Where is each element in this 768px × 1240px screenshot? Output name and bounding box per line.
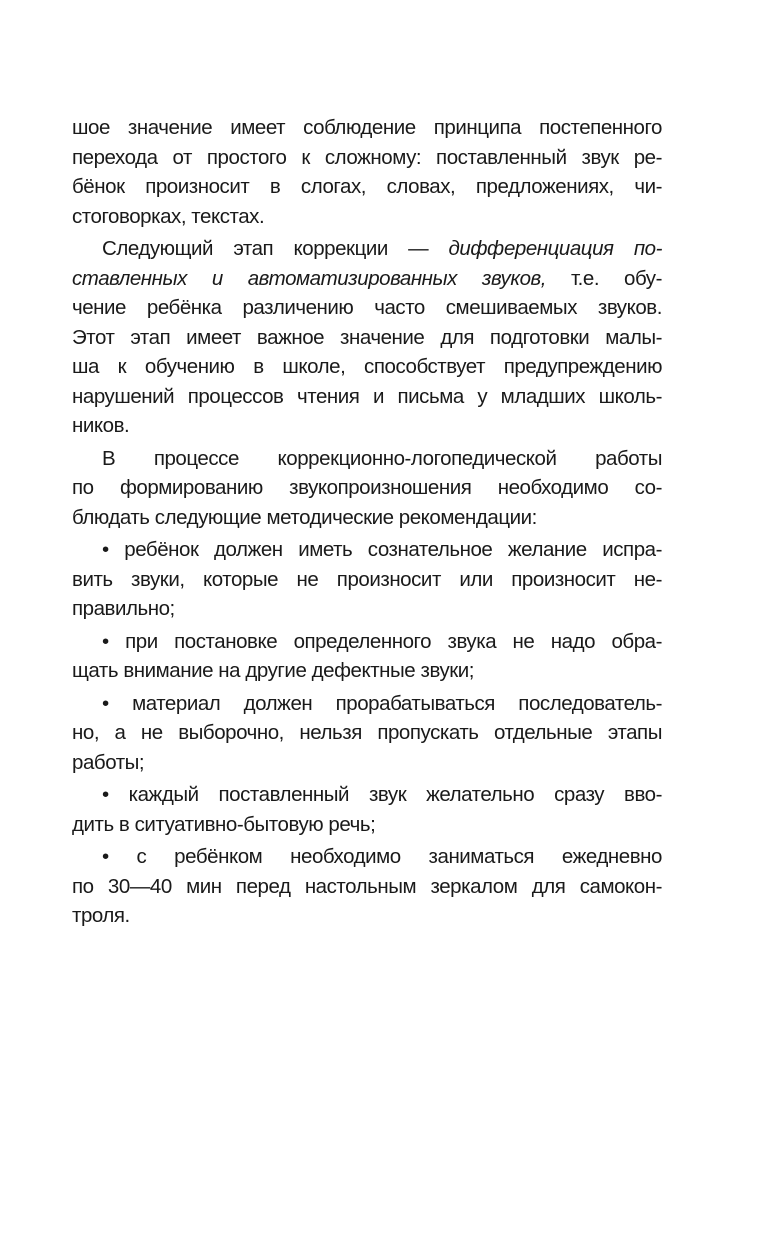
bullet-item bbox=[72, 627, 662, 686]
text-line: ша к обучению в школе, способствует предупреждению bbox=[72, 355, 662, 378]
text-run: т.е. обу- bbox=[546, 266, 662, 290]
text-line: • с ребёнком необходимо заниматься ежедневно bbox=[102, 845, 662, 868]
italic-term: дифференциация по- bbox=[448, 237, 662, 260]
text-line: щать внимание на другие дефектные звуки; bbox=[72, 659, 475, 682]
text-line: • каждый поставленный звук желательно сразу вво- bbox=[102, 783, 662, 806]
text-line: • ребёнок должен иметь сознательное желание испра- bbox=[102, 538, 662, 561]
text-line: шое значение имеет соблюдение принципа постепенного bbox=[72, 116, 662, 139]
text-line: троля. bbox=[72, 904, 130, 927]
paragraph-recommendations-intro bbox=[72, 444, 662, 533]
text-line: дить в ситуативно-бытовую речь; bbox=[72, 812, 376, 836]
bullet-item bbox=[72, 780, 662, 839]
text-line bbox=[72, 264, 662, 294]
text-line: В процессе коррекционно-логопедической работы bbox=[102, 446, 662, 470]
text-line: вить звуки, которые не произносит или произносит не- bbox=[72, 567, 662, 591]
text-line: стоговорках, текстах. bbox=[72, 204, 265, 228]
paragraph-next-stage bbox=[72, 234, 662, 441]
text-line: блюдать следующие методические рекомендации: bbox=[72, 505, 537, 529]
text-line: правильно; bbox=[72, 597, 175, 620]
text-line: работы; bbox=[72, 750, 145, 774]
text-line: Этот этап имеет важное значение для подготовки малы- bbox=[72, 325, 662, 349]
text-line: по 30—40 мин перед настольным зеркалом для самокон- bbox=[72, 874, 662, 898]
book-page bbox=[72, 113, 662, 931]
text-line: бёнок произносит в слогах, словах, предложениях, чи- bbox=[72, 175, 662, 198]
bullet-item bbox=[72, 535, 662, 624]
text-line: ников. bbox=[72, 414, 130, 437]
text-line: по формированию звукопроизношения необходимо со- bbox=[72, 476, 662, 499]
text-line: нарушений процессов чтения и письма у младших школь- bbox=[72, 384, 662, 408]
paragraph-continuation bbox=[72, 113, 662, 231]
text-line: • материал должен прорабатываться последователь- bbox=[102, 691, 662, 715]
bullet-item bbox=[72, 842, 662, 931]
text-line: • при постановке определенного звука не надо обра- bbox=[102, 629, 662, 653]
italic-term: ставленных и автоматизированных звуков, bbox=[72, 266, 547, 290]
bullet-item bbox=[72, 689, 662, 778]
text-line: чение ребёнка различению часто смешиваемых звуков. bbox=[72, 296, 662, 319]
text-run: Следующий этап коррекции — bbox=[102, 237, 449, 260]
text-line bbox=[72, 234, 662, 264]
text-line: но, а не выборочно, нельзя пропускать отдельные этапы bbox=[72, 721, 662, 744]
text-line: перехода от простого к сложному: поставленный звук ре- bbox=[72, 145, 662, 169]
